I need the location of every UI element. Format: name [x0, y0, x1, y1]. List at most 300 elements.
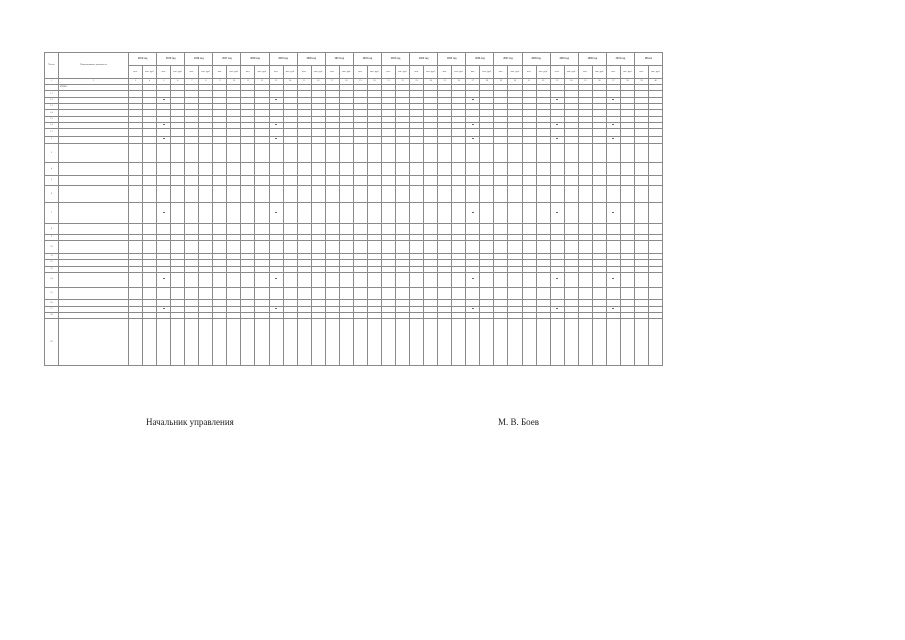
- data-cell: [508, 163, 522, 176]
- data-cell: [550, 163, 564, 176]
- data-cell: [550, 287, 564, 300]
- header-index-cell: 26: [452, 79, 466, 85]
- data-cell: [424, 129, 438, 136]
- header-year: 2020 год: [297, 53, 325, 66]
- header-year: 2021 год: [325, 53, 353, 66]
- data-cell: [269, 272, 283, 287]
- cell-mark: [275, 99, 277, 100]
- data-cell: [241, 175, 255, 186]
- data-cell: [536, 175, 550, 186]
- header-sub: кол.: [353, 66, 367, 79]
- data-cell: [227, 175, 241, 186]
- header-sub: кол.: [241, 66, 255, 79]
- data-cell: [171, 175, 185, 186]
- header-year: 2014 год: [129, 53, 157, 66]
- data-cell: [353, 224, 367, 235]
- data-cell: [634, 319, 648, 366]
- data-cell: [311, 241, 325, 254]
- data-cell: [536, 272, 550, 287]
- data-cell: [522, 136, 536, 143]
- data-cell: [410, 186, 424, 203]
- data-cell: [522, 224, 536, 235]
- data-cell: [171, 272, 185, 287]
- data-cell: [241, 136, 255, 143]
- data-cell: [283, 319, 297, 366]
- data-cell: [634, 224, 648, 235]
- row-description: [59, 287, 129, 300]
- header-sub: тыс. руб.: [649, 66, 663, 79]
- row-number: 9: [45, 234, 59, 240]
- data-cell: [185, 224, 199, 235]
- header-sub: кол.: [297, 66, 311, 79]
- data-cell: [550, 272, 564, 287]
- header-sub: кол.: [494, 66, 508, 79]
- data-cell: [634, 175, 648, 186]
- header-index-cell: 25: [438, 79, 452, 85]
- data-cell: [283, 241, 297, 254]
- header-sub: кол.: [269, 66, 283, 79]
- header-sub: кол.: [325, 66, 339, 79]
- header-index-cell: 5: [157, 79, 171, 85]
- data-cell: [494, 203, 508, 224]
- data-cell: [564, 203, 578, 224]
- data-cell: [466, 224, 480, 235]
- data-cell: [297, 224, 311, 235]
- data-cell: [269, 144, 283, 163]
- header-sub: тыс. руб.: [199, 66, 213, 79]
- cell-mark: [612, 212, 614, 213]
- data-cell: [452, 241, 466, 254]
- header-sub: тыс. руб.: [367, 66, 381, 79]
- data-cell: [592, 136, 606, 143]
- header-sub: тыс. руб.: [143, 66, 157, 79]
- row-description: [59, 163, 129, 176]
- cell-mark: [163, 212, 165, 213]
- data-cell: [157, 272, 171, 287]
- data-cell: [367, 241, 381, 254]
- data-cell: [143, 203, 157, 224]
- header-year: Итого: [634, 53, 662, 66]
- data-cell: [381, 224, 395, 235]
- data-cell: [522, 287, 536, 300]
- data-cell: [143, 175, 157, 186]
- data-cell: [649, 203, 663, 224]
- data-cell: [578, 203, 592, 224]
- data-cell: [213, 203, 227, 224]
- data-cell: [213, 186, 227, 203]
- data-cell: [185, 163, 199, 176]
- data-cell: [606, 186, 620, 203]
- data-cell: [480, 319, 494, 366]
- cell-mark: [275, 278, 277, 279]
- data-cell: [606, 136, 620, 143]
- data-cell: [536, 224, 550, 235]
- data-cell: [367, 203, 381, 224]
- data-cell: [550, 136, 564, 143]
- header-sub: кол.: [634, 66, 648, 79]
- data-cell: [325, 319, 339, 366]
- data-cell: [410, 175, 424, 186]
- data-cell: [620, 319, 634, 366]
- cell-mark: [163, 99, 165, 100]
- data-cell: [129, 175, 143, 186]
- data-cell: [620, 129, 634, 136]
- cell-mark: [275, 212, 277, 213]
- cell-mark: [556, 124, 558, 125]
- data-cell: [480, 272, 494, 287]
- data-cell: [620, 186, 634, 203]
- data-cell: [311, 163, 325, 176]
- data-cell: [438, 136, 452, 143]
- data-cell: [522, 241, 536, 254]
- data-cell: [353, 287, 367, 300]
- data-cell: [199, 272, 213, 287]
- data-cell: [606, 272, 620, 287]
- header-sub: тыс. руб.: [227, 66, 241, 79]
- data-cell: [255, 144, 269, 163]
- data-cell: [297, 136, 311, 143]
- header-index-cell: 17: [325, 79, 339, 85]
- data-cell: [578, 144, 592, 163]
- data-cell: [649, 287, 663, 300]
- data-cell: [367, 144, 381, 163]
- data-cell: [424, 241, 438, 254]
- data-cell: [620, 272, 634, 287]
- data-cell: [649, 136, 663, 143]
- header-sub: кол.: [438, 66, 452, 79]
- data-cell: [494, 186, 508, 203]
- data-cell: [620, 224, 634, 235]
- cell-mark: [556, 212, 558, 213]
- data-cell: [269, 175, 283, 186]
- data-cell: [522, 175, 536, 186]
- row-number: 11: [45, 253, 59, 259]
- data-cell: [353, 203, 367, 224]
- cell-mark: [612, 124, 614, 125]
- data-cell: [550, 241, 564, 254]
- data-cell: [508, 129, 522, 136]
- data-cell: [311, 203, 325, 224]
- data-cell: [171, 186, 185, 203]
- data-cell: [213, 136, 227, 143]
- header-index-cell: 3: [129, 79, 143, 85]
- header-index-cell: 8: [199, 79, 213, 85]
- data-cell: [269, 186, 283, 203]
- data-cell: [339, 319, 353, 366]
- data-cell: [213, 272, 227, 287]
- data-cell: [325, 186, 339, 203]
- header-index-cell: 13: [269, 79, 283, 85]
- data-cell: [578, 175, 592, 186]
- table-row: [45, 163, 663, 176]
- data-cell: [129, 287, 143, 300]
- data-cell: [494, 272, 508, 287]
- data-cell: [199, 175, 213, 186]
- data-cell: [396, 186, 410, 203]
- data-cell: [480, 136, 494, 143]
- data-cell: [592, 144, 606, 163]
- cell-mark: [556, 138, 558, 139]
- data-cell: [649, 163, 663, 176]
- cell-mark: [472, 124, 474, 125]
- data-cell: [311, 144, 325, 163]
- data-cell: [185, 203, 199, 224]
- header-index-cell: 27: [466, 79, 480, 85]
- header-year: 2016 год: [185, 53, 213, 66]
- data-cell: [536, 163, 550, 176]
- data-cell: [283, 129, 297, 136]
- data-cell: [410, 144, 424, 163]
- data-cell: [578, 272, 592, 287]
- data-cell: [213, 144, 227, 163]
- data-cell: [564, 272, 578, 287]
- data-cell: [171, 287, 185, 300]
- data-cell: [649, 272, 663, 287]
- row-description: [59, 175, 129, 186]
- data-cell: [536, 287, 550, 300]
- data-cell: [452, 272, 466, 287]
- row-number: 19: [45, 319, 59, 366]
- data-cell: [494, 175, 508, 186]
- header-index-cell: 23: [410, 79, 424, 85]
- data-cell: [466, 163, 480, 176]
- data-cell: [438, 144, 452, 163]
- report-table-sheet: [44, 52, 662, 366]
- header-year: 2027 год: [494, 53, 522, 66]
- data-cell: [578, 224, 592, 235]
- cell-mark: [472, 138, 474, 139]
- data-cell: [606, 129, 620, 136]
- data-cell: [424, 319, 438, 366]
- row-number: 15: [45, 287, 59, 300]
- data-cell: [649, 319, 663, 366]
- data-cell: [620, 163, 634, 176]
- data-cell: [424, 136, 438, 143]
- data-cell: [171, 144, 185, 163]
- header-index-cell: 1: [45, 79, 59, 85]
- row-number: 1.1: [45, 91, 59, 97]
- data-cell: [157, 224, 171, 235]
- data-cell: [241, 319, 255, 366]
- header-index-cell: 12: [255, 79, 269, 85]
- data-cell: [297, 203, 311, 224]
- data-cell: [634, 186, 648, 203]
- data-cell: [185, 287, 199, 300]
- data-cell: [508, 203, 522, 224]
- data-cell: [199, 224, 213, 235]
- data-cell: [550, 129, 564, 136]
- data-cell: [199, 319, 213, 366]
- data-cell: [339, 287, 353, 300]
- data-cell: [171, 224, 185, 235]
- data-cell: [353, 272, 367, 287]
- header-index-cell: 24: [424, 79, 438, 85]
- cell-mark: [163, 278, 165, 279]
- data-cell: [255, 203, 269, 224]
- data-cell: [157, 129, 171, 136]
- header-sub: тыс. руб.: [311, 66, 325, 79]
- data-cell: [438, 272, 452, 287]
- data-cell: [311, 136, 325, 143]
- data-cell: [508, 186, 522, 203]
- row-number: 10: [45, 241, 59, 254]
- data-cell: [606, 224, 620, 235]
- header-index-cell: 6: [171, 79, 185, 85]
- data-cell: [536, 136, 550, 143]
- data-cell: [241, 144, 255, 163]
- table-row: [45, 203, 663, 224]
- data-cell: [283, 272, 297, 287]
- data-cell: [381, 136, 395, 143]
- data-cell: [297, 129, 311, 136]
- cell-mark: [556, 99, 558, 100]
- data-cell: [606, 319, 620, 366]
- header-sub: кол.: [157, 66, 171, 79]
- data-cell: [283, 203, 297, 224]
- data-cell: [283, 136, 297, 143]
- row-number: 3: [45, 144, 59, 163]
- table-row: [45, 144, 663, 163]
- data-cell: [480, 175, 494, 186]
- data-cell: [227, 319, 241, 366]
- data-cell: [157, 186, 171, 203]
- data-cell: [396, 144, 410, 163]
- data-cell: [620, 136, 634, 143]
- data-cell: [410, 163, 424, 176]
- data-cell: [255, 241, 269, 254]
- data-cell: [297, 319, 311, 366]
- data-cell: [424, 175, 438, 186]
- data-cell: [381, 272, 395, 287]
- header-index-cell: 29: [494, 79, 508, 85]
- header-index-cell: 38: [620, 79, 634, 85]
- data-cell: [367, 272, 381, 287]
- data-cell: [424, 272, 438, 287]
- data-cell: [649, 129, 663, 136]
- data-cell: [410, 136, 424, 143]
- data-cell: [550, 224, 564, 235]
- data-cell: [199, 136, 213, 143]
- header-year: 2024 год: [410, 53, 438, 66]
- header-sub: кол.: [410, 66, 424, 79]
- data-cell: [325, 136, 339, 143]
- data-cell: [311, 319, 325, 366]
- data-cell: [241, 272, 255, 287]
- cell-mark: [612, 99, 614, 100]
- data-cell: [466, 129, 480, 136]
- table-row: [45, 186, 663, 203]
- header-year: 2023 год: [381, 53, 409, 66]
- data-cell: [255, 136, 269, 143]
- data-cell: [494, 136, 508, 143]
- table-row: [45, 287, 663, 300]
- data-cell: [297, 241, 311, 254]
- data-cell: [185, 129, 199, 136]
- row-number: 8: [45, 224, 59, 235]
- header-num: № п/п: [45, 53, 59, 79]
- row-description: [59, 319, 129, 366]
- data-cell: [171, 136, 185, 143]
- header-year: 2017 год: [213, 53, 241, 66]
- header-sub: кол.: [213, 66, 227, 79]
- data-cell: [339, 175, 353, 186]
- data-cell: [480, 163, 494, 176]
- header-sub: тыс. руб.: [339, 66, 353, 79]
- data-cell: [283, 287, 297, 300]
- data-cell: [634, 203, 648, 224]
- cell-mark: [472, 99, 474, 100]
- data-cell: [269, 163, 283, 176]
- header-sub: тыс. руб.: [592, 66, 606, 79]
- data-cell: [381, 144, 395, 163]
- data-cell: [157, 163, 171, 176]
- data-cell: [606, 175, 620, 186]
- data-cell: [536, 129, 550, 136]
- header-sub: кол.: [129, 66, 143, 79]
- data-cell: [396, 319, 410, 366]
- header-index-cell: 36: [592, 79, 606, 85]
- data-cell: [649, 175, 663, 186]
- data-cell: [353, 163, 367, 176]
- header-index-cell: 16: [311, 79, 325, 85]
- data-cell: [297, 287, 311, 300]
- row-description: [59, 186, 129, 203]
- header-sub: кол.: [606, 66, 620, 79]
- header-sub: тыс. руб.: [396, 66, 410, 79]
- data-cell: [367, 136, 381, 143]
- header-year: 2015 год: [157, 53, 185, 66]
- data-cell: [564, 224, 578, 235]
- data-cell: [367, 224, 381, 235]
- data-cell: [396, 163, 410, 176]
- data-cell: [606, 203, 620, 224]
- header-index-cell: 22: [396, 79, 410, 85]
- data-cell: [536, 241, 550, 254]
- data-cell: [620, 175, 634, 186]
- data-cell: [213, 319, 227, 366]
- data-cell: [269, 203, 283, 224]
- data-cell: [522, 144, 536, 163]
- data-cell: [353, 136, 367, 143]
- data-cell: [129, 272, 143, 287]
- report-table: [44, 52, 663, 366]
- data-cell: [283, 163, 297, 176]
- data-cell: [564, 163, 578, 176]
- data-cell: [550, 175, 564, 186]
- cell-mark: [612, 278, 614, 279]
- data-cell: [255, 129, 269, 136]
- header-year: 2018 год: [241, 53, 269, 66]
- cell-mark: [472, 308, 474, 309]
- data-cell: [564, 129, 578, 136]
- data-cell: [536, 186, 550, 203]
- data-cell: [227, 224, 241, 235]
- data-cell: [227, 287, 241, 300]
- row-description: [59, 272, 129, 287]
- data-cell: [578, 129, 592, 136]
- data-cell: [143, 272, 157, 287]
- header-index-cell: 14: [283, 79, 297, 85]
- data-cell: [592, 203, 606, 224]
- header-sub: тыс. руб.: [480, 66, 494, 79]
- header-sub: тыс. руб.: [255, 66, 269, 79]
- data-cell: [494, 129, 508, 136]
- data-cell: [466, 203, 480, 224]
- cell-mark: [275, 124, 277, 125]
- data-cell: [227, 272, 241, 287]
- row-number: 5: [45, 175, 59, 186]
- data-cell: [564, 136, 578, 143]
